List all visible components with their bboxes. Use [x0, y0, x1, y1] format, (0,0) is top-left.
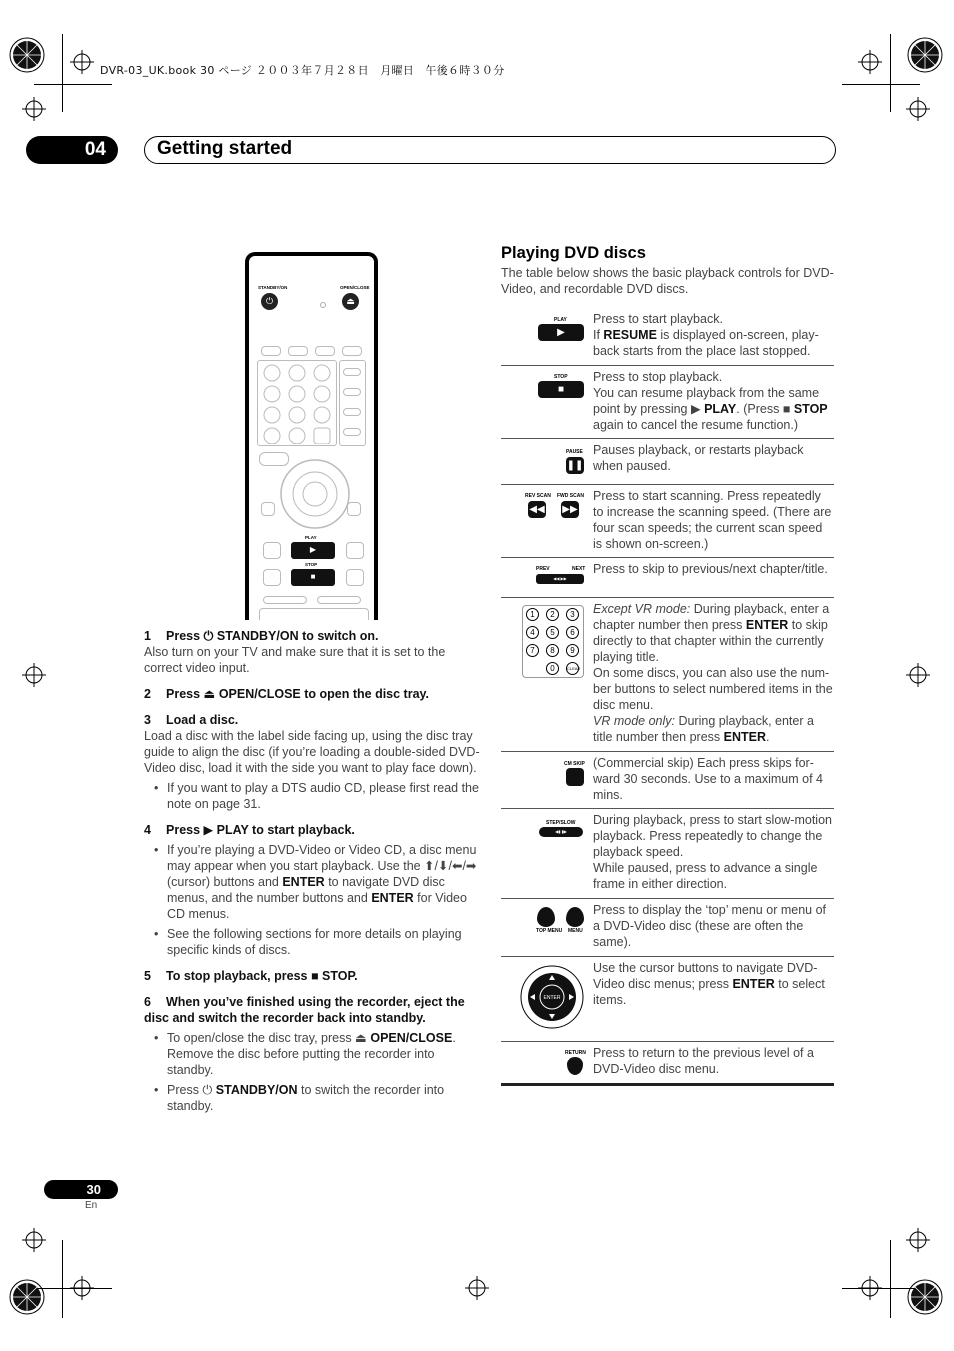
- control-row-pause: [501, 439, 834, 485]
- step-1: [144, 628, 480, 676]
- control-row-cmskip: [501, 752, 834, 809]
- step-heading: 5 To stop playback, press ■ STOP.: [144, 969, 358, 983]
- control-description: Press to return to the previous level of a DVD-Video disc menu.: [593, 1046, 814, 1076]
- control-row-play: [501, 308, 834, 366]
- number-key: 0: [546, 662, 559, 675]
- rev-scan-icon: ◀◀: [528, 501, 546, 518]
- page-language: En: [85, 1200, 98, 1211]
- crosshair-icon: [906, 1228, 930, 1252]
- control-description: (Commercial skip) Each press skips for-ward 30 seconds. Use to a maximum of 4 mins.: [593, 756, 823, 802]
- remote-button: [263, 542, 281, 559]
- step-bullet: • If you’re playing a DVD-Video or Video CD, a disc menu may appear when you start playback. Use the ⬆/⬇/⬅/➡ (cursor) buttons and ENTER to navigate DVD disc menus, and the number buttons and ENTER for Video CD menus.: [144, 842, 480, 922]
- control-row-numbers: [501, 598, 834, 752]
- step-number: 5: [144, 969, 151, 983]
- step-bullet: • If you want to play a DTS audio CD, please first read the note on page 31.: [144, 780, 480, 812]
- control-row-cursor: [501, 957, 834, 1042]
- section-intro: The table below shows the basic playback controls for DVD-Video, and recordable DVD discs.: [501, 266, 834, 296]
- button-label: PREV: [536, 566, 550, 572]
- remote-stop-button: ■: [291, 569, 335, 586]
- control-description: Press to display the ‘top’ menu or menu of a DVD-Video disc (these are often the same).: [593, 903, 826, 949]
- chapter-title: Getting started: [157, 138, 293, 159]
- step-number: 1: [144, 629, 151, 643]
- step-bullet: • To open/close the disc tray, press ⏏ OPEN/CLOSE. Remove the disc before putting the recorder into standby.: [144, 1030, 480, 1078]
- control-row-stop: [501, 366, 834, 439]
- remote-button: [261, 502, 275, 516]
- crosshair-icon: [22, 663, 46, 687]
- crosshair-icon: [906, 663, 930, 687]
- button-label: RETURN: [565, 1050, 586, 1056]
- power-icon: ⏻: [261, 293, 278, 310]
- book-header: DVR-03_UK.book 30 ページ ２００３年７月２８日 月曜日 午後６時３０分: [100, 64, 505, 77]
- control-row-skip: [501, 558, 834, 598]
- control-description: Press to skip to previous/next chapter/title.: [593, 562, 828, 576]
- crop-mark: [62, 34, 63, 112]
- crop-mark: [62, 1240, 63, 1318]
- playback-controls-table: [501, 308, 834, 1086]
- number-key: 9: [566, 644, 579, 657]
- control-row-scan: [501, 485, 834, 558]
- control-description: During playback, press to start slow-motion playback. Press repeatedly to change the playback speed. While paused, press to advance a single frame in either direction.: [593, 813, 832, 891]
- crosshair-icon: [22, 1228, 46, 1252]
- pause-button-icon: ❚❚: [566, 457, 584, 474]
- control-icon-cell: [501, 439, 585, 485]
- stop-button-icon: ■: [538, 381, 584, 398]
- remote-button: [346, 569, 364, 586]
- remote-play-button: ▶: [291, 542, 335, 559]
- step-3: [144, 712, 480, 812]
- step-heading: 3 Load a disc.: [144, 713, 239, 727]
- control-description: Pauses playback, or restarts playback when paused.: [593, 443, 804, 473]
- menu-icon: [566, 907, 584, 927]
- step-body: Load a disc with the label side facing up, using the disc tray guide to align the disc (if you’re loading a double-sided DVD-Video disc, load it with the side you want to play face down).: [144, 729, 480, 775]
- remote-stop-label: STOP: [305, 562, 318, 567]
- remote-indicator-led: [320, 302, 326, 308]
- number-key: 5: [546, 626, 559, 639]
- number-key: 2: [546, 608, 559, 621]
- crosshair-icon: [22, 97, 46, 121]
- number-key: 1: [526, 608, 539, 621]
- crosshair-icon: [70, 50, 94, 74]
- step-heading: 6 When you’ve finished using the recorder, eject the disc and switch the recorder back into standby.: [144, 995, 465, 1025]
- step-slow-icon: ◀▮ ▮▶: [539, 827, 583, 837]
- fwd-scan-icon: ▶▶: [561, 501, 579, 518]
- step-number: 2: [144, 687, 151, 701]
- step-number: 6: [144, 995, 151, 1009]
- remote-cursor-pad: [279, 458, 351, 535]
- control-icon-cell: [501, 957, 585, 1042]
- control-description: Except VR mode: During playback, enter a chapter number then press ENTER to skip directly to that chapter within the currently playing title. On some discs, you can also use the num-ber buttons to select numbered items in the disc menu. VR mode only: During playback, enter a title number then press ENTER.: [593, 602, 833, 744]
- crosshair-icon: [70, 1276, 94, 1300]
- step-heading: 1 Press ⏻ STANDBY/ON to switch on.: [144, 629, 379, 643]
- button-label: STOP: [554, 374, 568, 380]
- registration-target-icon: [906, 36, 944, 74]
- remote-button: [288, 346, 308, 356]
- control-icon-cell: [501, 752, 585, 809]
- number-key: 4: [526, 626, 539, 639]
- step-4: [144, 822, 480, 958]
- step-heading: 4 Press ▶ PLAY to start playback.: [144, 823, 355, 837]
- remote-button: [346, 542, 364, 559]
- section-title: Playing DVD discs: [501, 244, 646, 262]
- play-button-icon: ▶: [538, 324, 584, 341]
- crosshair-icon: [858, 50, 882, 74]
- remote-button: [342, 346, 362, 356]
- remote-button: [343, 388, 361, 396]
- button-label: MENU: [568, 928, 583, 934]
- control-description: Press to start scanning. Press repeatedly to increase the scanning speed. (There are four scan speeds; the current scan speed is shown on-screen.): [593, 489, 832, 551]
- control-description: Press to stop playback. You can resume playback from the same point by pressing ▶ PLAY. (Press ■ STOP again to cancel the resume function.): [593, 370, 828, 432]
- control-icon-cell: [501, 485, 585, 558]
- chapter-number-badge: 04: [26, 136, 118, 164]
- step-5: [144, 968, 480, 984]
- crosshair-icon: [858, 1276, 882, 1300]
- step-2: [144, 686, 480, 702]
- step-number: 4: [144, 823, 151, 837]
- button-label: TOP MENU: [536, 928, 563, 934]
- remote-button: [263, 569, 281, 586]
- crop-mark: [34, 84, 112, 85]
- control-row-stepslow: [501, 809, 834, 899]
- button-label: PAUSE: [566, 449, 583, 455]
- remote-play-label: PLAY: [305, 535, 317, 540]
- prev-next-icon: ◀◀ ▶▶: [536, 574, 584, 584]
- return-icon: [567, 1057, 583, 1075]
- step-heading: 2 Press ⏏ OPEN/CLOSE to open the disc tray.: [144, 687, 430, 701]
- button-label: CM SKIP: [564, 761, 585, 767]
- remote-button: [261, 346, 281, 356]
- step-bullet: • Press ⏻ STANDBY/ON to switch the recorder into standby.: [144, 1082, 480, 1114]
- step-bullet: • See the following sections for more details on playing specific kinds of discs.: [144, 926, 480, 958]
- number-key: 7: [526, 644, 539, 657]
- control-icon-cell: [501, 598, 585, 752]
- remote-number-keys: [263, 364, 338, 449]
- remote-button: [263, 596, 307, 604]
- control-row-menus: [501, 899, 834, 957]
- control-icon-cell: [501, 366, 585, 439]
- control-icon-cell: [501, 308, 585, 366]
- number-key: 8: [546, 644, 559, 657]
- registration-target-icon: [8, 1278, 46, 1316]
- crosshair-icon: [906, 97, 930, 121]
- remote-button: [347, 502, 361, 516]
- crop-mark: [890, 1240, 891, 1318]
- remote-open-close-label: OPEN/CLOSE: [340, 285, 370, 290]
- button-label: NEXT: [572, 566, 586, 572]
- control-row-return: [501, 1042, 834, 1086]
- registration-target-icon: [906, 1278, 944, 1316]
- cm-skip-icon: [566, 768, 584, 786]
- control-icon-cell: [501, 899, 585, 957]
- remote-button: [343, 408, 361, 416]
- number-key: 3: [566, 608, 579, 621]
- crosshair-icon: [465, 1276, 489, 1300]
- page-number: 30: [44, 1180, 118, 1199]
- button-label: PLAY: [554, 317, 567, 323]
- step-number: 3: [144, 713, 151, 727]
- remote-button: [259, 608, 369, 620]
- remote-button: [317, 596, 361, 604]
- remote-button: [315, 346, 335, 356]
- control-icon-cell: [501, 1042, 585, 1086]
- button-label: STEP/SLOW: [546, 820, 576, 826]
- control-icon-cell: [501, 809, 585, 899]
- step-body: Also turn on your TV and make sure that it is set to the correct video input.: [144, 645, 446, 675]
- top-menu-icon: [537, 907, 555, 927]
- button-label: REV SCAN: [525, 493, 551, 499]
- eject-icon: ⏏: [342, 293, 359, 310]
- number-key: 6: [566, 626, 579, 639]
- remote-standby-label: STANDBY/ON: [258, 285, 288, 290]
- steps-list: [144, 628, 480, 1120]
- button-label: FWD SCAN: [557, 493, 584, 499]
- control-icon-cell: [501, 558, 585, 598]
- crop-mark: [890, 34, 891, 112]
- cursor-pad-icon: [520, 965, 584, 1029]
- registration-target-icon: [8, 36, 46, 74]
- control-description: Press to start playback. If RESUME is displayed on-screen, play-back starts from the place last stopped.: [593, 312, 819, 358]
- svg-text:ENTER: ENTER: [543, 995, 561, 1001]
- control-description: Use the cursor buttons to navigate DVD-Video disc menus; press ENTER to select items.: [593, 961, 825, 1007]
- remote-button: [343, 368, 361, 376]
- crop-mark: [842, 84, 920, 85]
- clear-key: CLEAR: [566, 662, 579, 675]
- step-6: [144, 994, 480, 1114]
- remote-button: [343, 428, 361, 436]
- remote-control-illustration: [245, 252, 378, 620]
